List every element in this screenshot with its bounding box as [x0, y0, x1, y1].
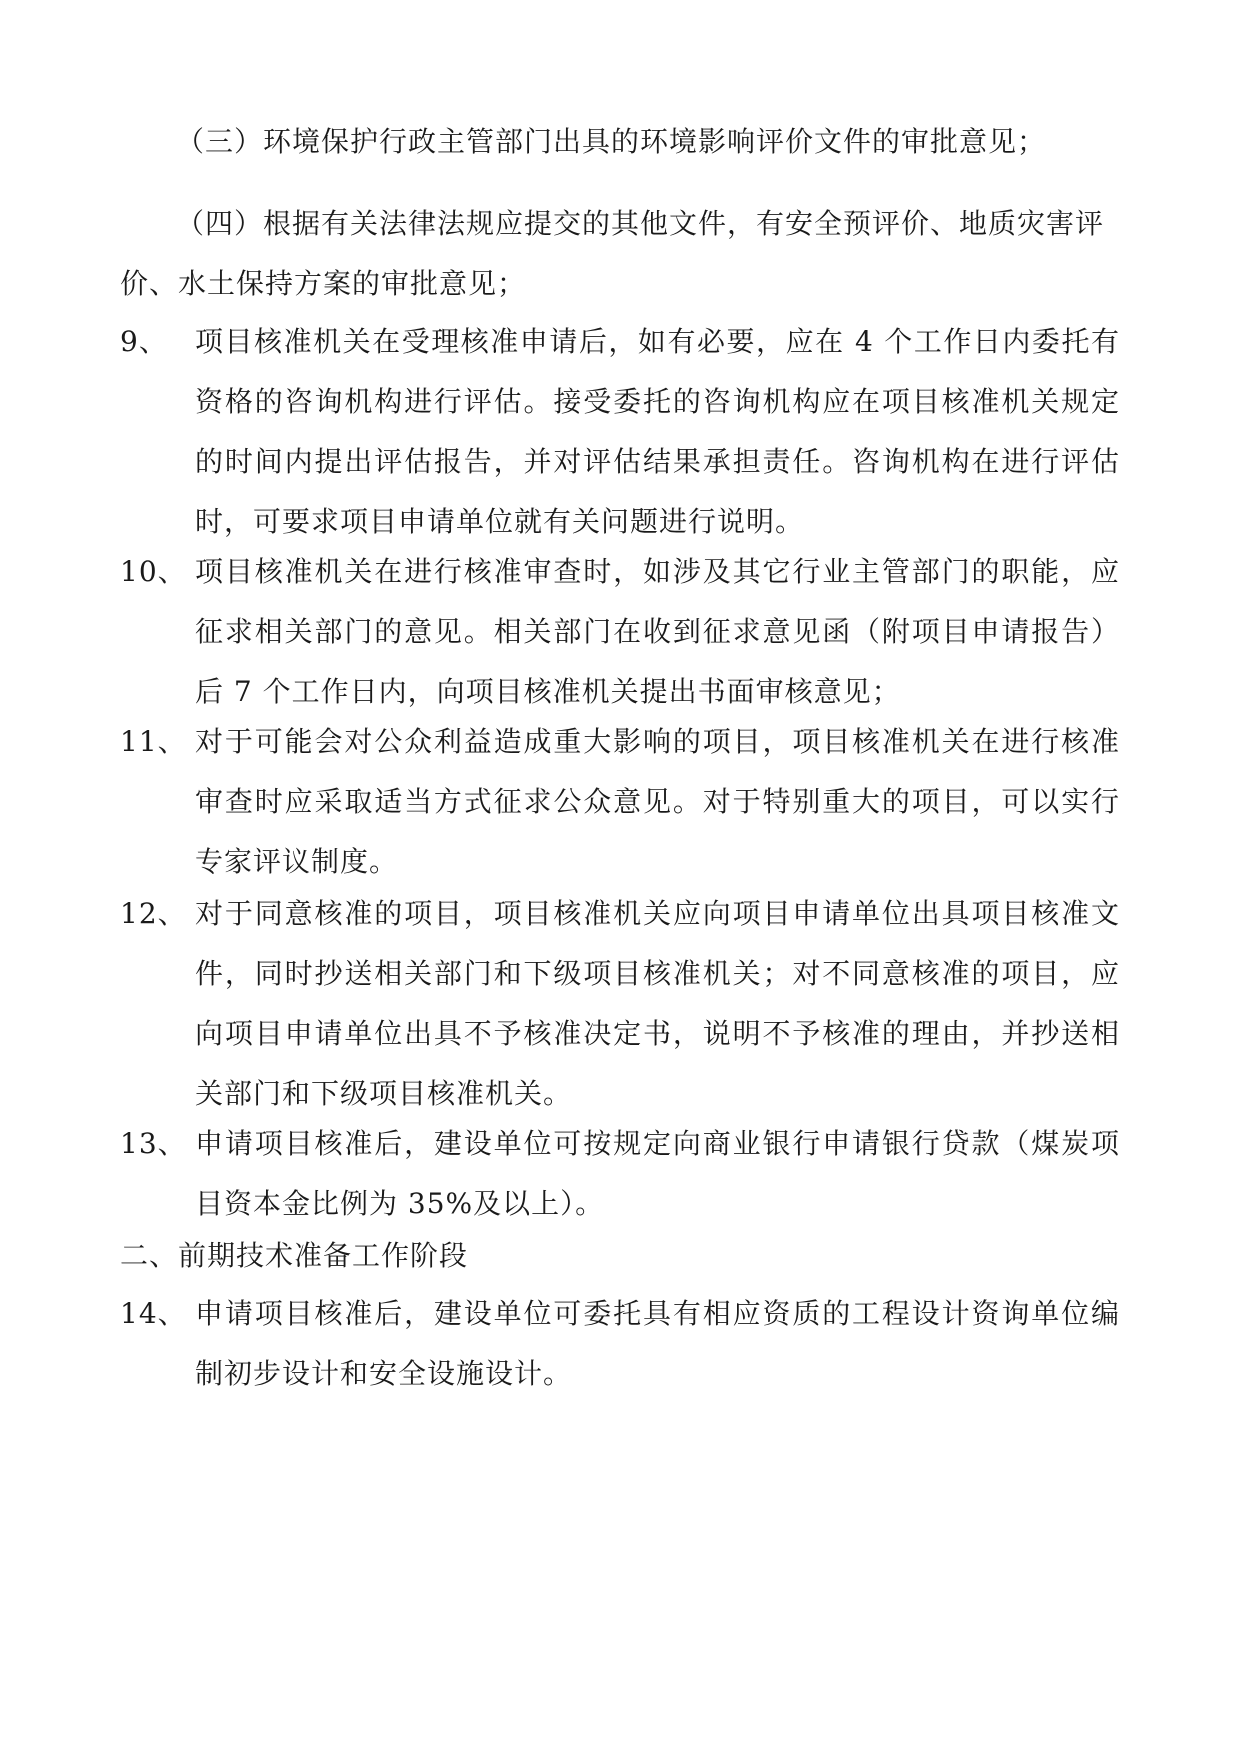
item-text: 对于同意核准的项目，项目核准机关应向项目申请单位出具项目核准文件，同时抄送相关部门和下级项目核准机关；对不同意核准的项目，应向项目申请单位出具不予核准决定书，说明不予核准的理由，并抄送相关部门和下级项目核准机关。: [195, 897, 1120, 1110]
list-item-12: [120, 884, 1120, 1124]
item-number: 14、: [120, 1297, 187, 1330]
item-number: 13、: [120, 1127, 187, 1160]
item-text: 申请项目核准后，建设单位可按规定向商业银行申请银行贷款（煤炭项目资本金比例为 35%及以上）。: [195, 1127, 1120, 1220]
list-item-14: [120, 1284, 1120, 1404]
item-number: 10、: [120, 555, 187, 588]
item-number: 11、: [120, 725, 187, 758]
list-item-10: [120, 542, 1120, 722]
paragraph-four: （四）根据有关法律法规应提交的其他文件，有安全预评价、地质灾害评价、水土保持方案的审批意见；: [120, 207, 1105, 300]
item-number: 12、: [120, 897, 187, 930]
item-text: 对于可能会对公众利益造成重大影响的项目，项目核准机关在进行核准审查时应采取适当方式征求公众意见。对于特别重大的项目，可以实行专家评议制度。: [195, 725, 1120, 878]
list-item-9: [120, 312, 1120, 552]
item-text: 项目核准机关在进行核准审查时，如涉及其它行业主管部门的职能，应征求相关部门的意见。相关部门在收到征求意见函（附项目申请报告）后 7 个工作日内，向项目核准机关提出书面审核意见；: [195, 555, 1120, 708]
list-item-11: [120, 712, 1120, 892]
item-text: 申请项目核准后，建设单位可委托具有相应资质的工程设计资询单位编制初步设计和安全设施设计。: [195, 1297, 1120, 1390]
paragraph-three: （三）环境保护行政主管部门出具的环境影响评价文件的审批意见；: [176, 125, 1047, 158]
item-number: 9、: [120, 325, 168, 358]
list-item-13: [120, 1114, 1120, 1234]
item-text: 项目核准机关在受理核准申请后，如有必要，应在 4 个工作日内委托有资格的咨询机构进行评估。接受委托的咨询机构应在项目核准机关规定的时间内提出评估报告，并对评估结果承担责任。咨询机构在进行评估时，可要求项目申请单位就有关问题进行说明。: [195, 325, 1120, 538]
section-heading: 二、前期技术准备工作阶段: [120, 1239, 469, 1272]
